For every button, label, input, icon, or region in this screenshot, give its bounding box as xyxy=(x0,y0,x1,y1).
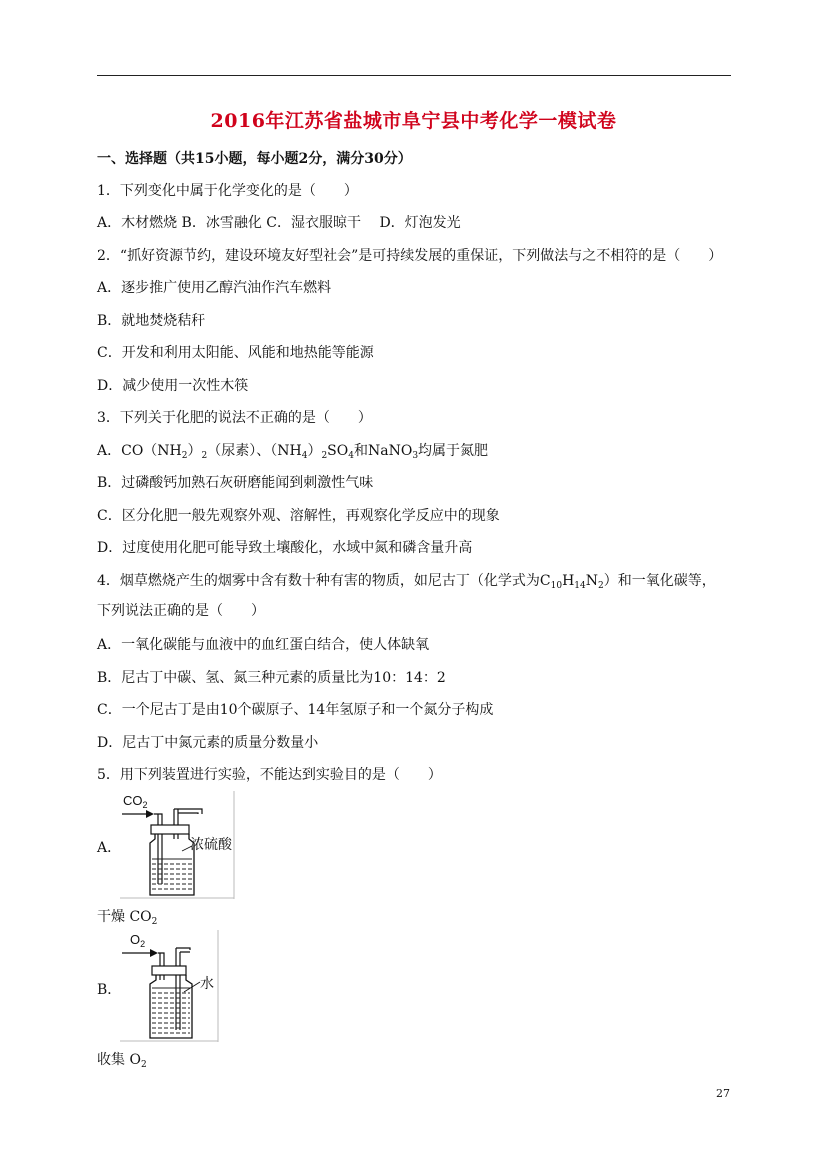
bottle-b xyxy=(150,975,192,1038)
q5-option-b-caption: 收集 $O_2$ xyxy=(97,1052,147,1070)
exam-title: 2016年江苏省盐城市阜宁县中考化学一模试卷 xyxy=(210,110,617,132)
stopper-a xyxy=(151,825,189,834)
gas-label-b: $O_2$ xyxy=(130,932,146,949)
q4-stem: 4．烟草燃烧产生的烟雾中含有数十种有害的物质，如尼古丁（化学式为$C_{10}H_{14}N_2$）和一氧化碳等， xyxy=(97,573,716,591)
q3-option-a: A．$CO(NH_2)_2$（尿素）、$(NH_4)_2SO_4$和NaNO$_3$均属于氮肥 xyxy=(97,443,489,461)
q3-option-d: D．过度使用化肥可能导致土壤酸化，水域中氮和磷含量升高 xyxy=(97,540,473,556)
stopper-b xyxy=(152,966,186,975)
q2-option-b: B．就地焚烧秸秆 xyxy=(97,313,206,329)
q3-option-c: C．区分化肥一般先观察外观、溶解性，再观察化学反应中的现象 xyxy=(97,508,500,524)
header-rule xyxy=(97,75,731,76)
q1-options: A．木材燃烧 B．冰雪融化 C．湿衣服晾干 D．灯泡发光 xyxy=(97,215,461,231)
section-heading: 一、选择题（共15小题，每小题2分，满分30分） xyxy=(97,151,412,167)
q5-option-a-letter: A． xyxy=(97,840,122,856)
q4-option-c: C．一个尼古丁是由10个碳原子、14年氢原子和一个氮分子构成 xyxy=(97,702,494,718)
bottle-a xyxy=(150,834,194,895)
q3-stem: 3．下列关于化肥的说法不正确的是（ ） xyxy=(97,410,372,426)
q2-option-a: A．逐步推广使用乙醇汽油作汽车燃料 xyxy=(97,280,332,296)
liquid-label-a: 浓硫酸 xyxy=(190,837,232,853)
q4-option-d: D．尼古丁中氮元素的质量分数量小 xyxy=(97,735,319,751)
q5-stem: 5．用下列装置进行实验，不能达到实验目的是（ ） xyxy=(97,767,442,783)
q2-option-d: D．减少使用一次性木筷 xyxy=(97,378,249,394)
liquid-label-b: 水 xyxy=(200,976,214,992)
q1-stem: 1．下列变化中属于化学变化的是（ ） xyxy=(97,183,358,199)
page-number: 27 xyxy=(716,1087,730,1100)
gas-label-a: $CO_2$ xyxy=(123,793,148,810)
gas-collection-bottle-diagram-b xyxy=(120,930,220,1042)
q3-option-b: B．过磷酸钙加熟石灰研磨能闻到刺激性气味 xyxy=(97,475,374,491)
q2-stem: 2．“抓好资源节约，建设环境友好型社会”是可持续发展的重保证，下列做法与之不相符的是（ ） xyxy=(97,248,723,264)
q4-stem-line2: 下列说法正确的是（ ） xyxy=(97,603,265,619)
q5-option-a-caption: 干燥 $CO_2$ xyxy=(97,909,158,927)
q2-option-c: C．开发和利用太阳能、风能和地热能等能源 xyxy=(97,345,374,361)
q5-option-b-letter: B． xyxy=(97,982,122,998)
q4-option-b: B．尼古丁中碳、氢、氮三种元素的质量比为10：14：2 xyxy=(97,670,446,686)
q4-option-a: A．一氧化碳能与血液中的血红蛋白结合，使人体缺氧 xyxy=(97,637,430,653)
gas-washing-bottle-diagram-a xyxy=(120,791,236,899)
